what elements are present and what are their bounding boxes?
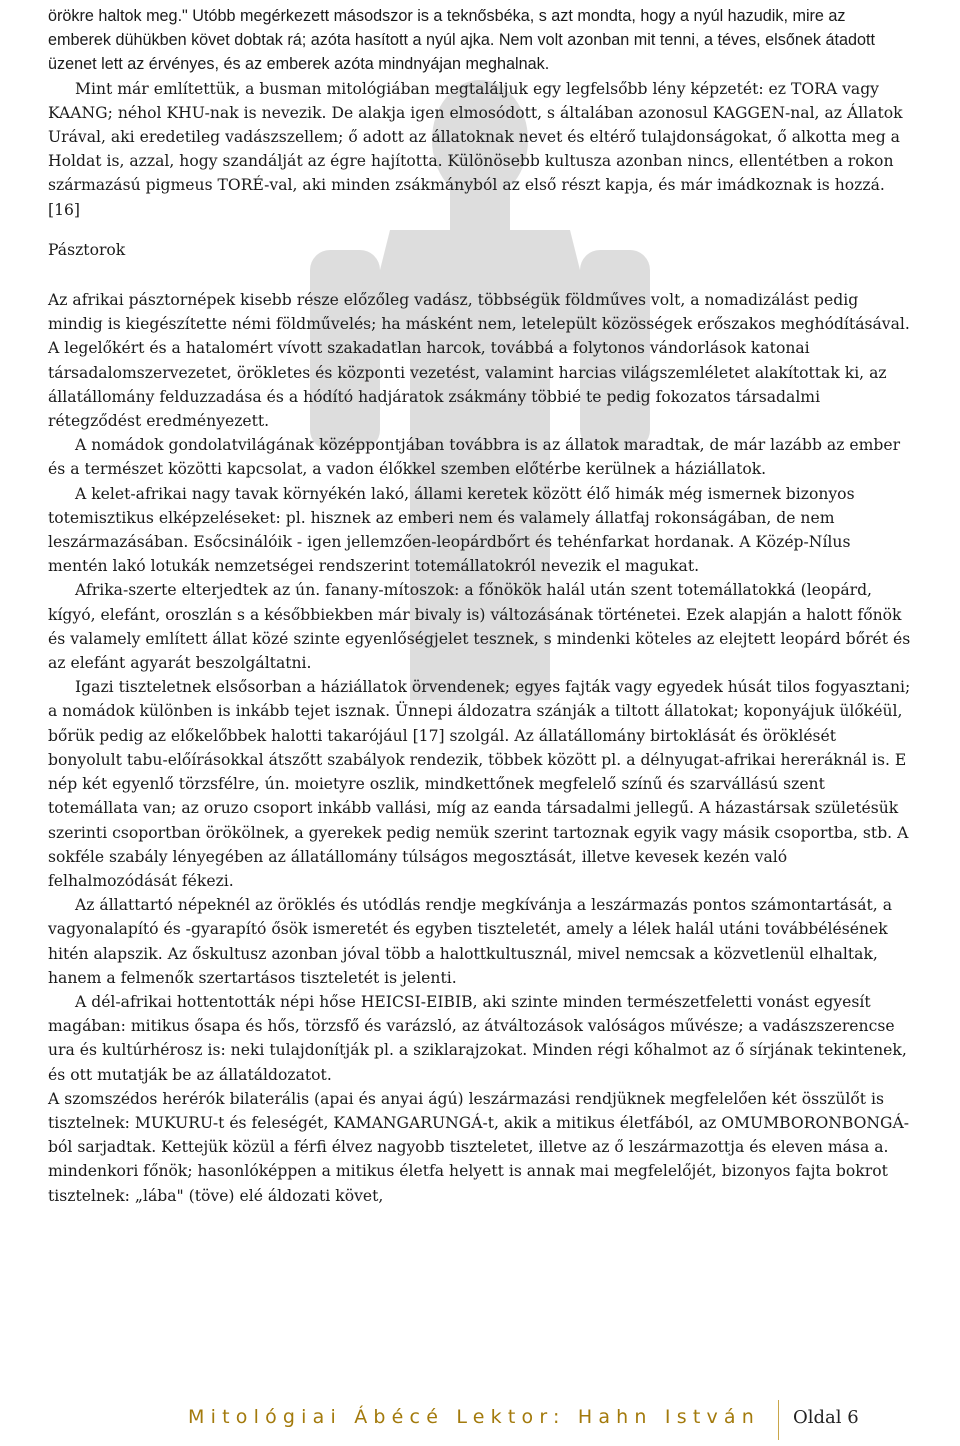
footer-title: Mitológiai Ábécé Lektor: Hahn István [188,1406,760,1428]
paragraph-0: örökre haltok meg." Utóbb megérkezett másodszor is a teknősbéka, s azt mondta, hogy a nyúl hazudik, mire az emberek dühükben követ dobtak rá; azóta hasított a nyúl ajka. Nem volt azonban mit tenni, a téves, elsőnek átadott üzenet lett az érvényes, és az emberek azóta mindnyájan meghalnak. [48,7,875,74]
paragraph-7: Az állattartó népeknél az öröklés és utódlás rendje megkívánja a leszármazás pontos számontartását, a vagyonalapító és -gyarapító ősök ismeretét és egyben tiszteletét, amely a lélek halál utáni továbbélésének hitén alapszik. Az őskultusz azonban jóval több a halottkultusznál, mivel nemcsak a közvetlenül elhaltak, hanem a felmenők szertartásos tiszteletét is jelenti. [48,896,892,987]
paragraph-8: A dél-afrikai hottentották népi hőse HEICSI-EIBIB, aki szinte minden természetfeletti vonást egyesít magában: mitikus ősapa és hős, törzsfő és varázsló, az átváltozások valóságos művésze; a vadászszerencse ura és kultúrhérosz is: neki tulajdonítják pl. a sziklarajzokat. Minden régi kőhalmot az ő sírjának tekintenek, és ott mutatják be az állatáldozatot. [48,992,907,1084]
paragraph-6: Igazi tiszteletnek elsősorban a háziállatok örvendenek; egyes fajták vagy egyedek húsát tilos fogyasztani; a nomádok különben is inkább tejet isznak. Ünnepi áldozatra szánják a tiltott állatokat; koponyájuk ülőkéül, bőrük pedig az előkelőbbek halotti takarójául [17] szolgál. Az állatállomány birtoklását és öröklését bonyolult tabu-előírásokkal átszőtt szabályok rendezik, többek között pl. a délnyugat-afrikai hereráknál is. E nép két egyenlő törzsfélre, ún. moietyre oszlik, mindkettőnek megfelelő színű és szarvállású szent totemállata van; az oruzo csoport inkább vallási, míg az eanda társadalmi jellegű. A házastársak születésük szerinti csoportban örökölnek, a gyerekek pedig nemük szerint tartoznak egyik vagy másik csoportba, stb. A sokféle szabály lényegében az állatállomány túlságos megosztását, illetve kevesek kezén való felhalmozódását fékezi. [48,678,911,890]
paragraph-1: Mint már említettük, a busman mitológiában megtaláljuk egy legfelsőbb lény képzetét: ez TORA vagy KAANG; néhol KHU-nak is nevezik. De alakja igen elmosódott, s általában azonosul KAGGEN-nal, az Állatok Urával, aki eredetileg vadászszellem; ő adott az állatoknak nevet és eltérő tulajdonságokat, ő alkotta meg a Holdat is, azzal, hogy szandálját az égre hajította. Különösebb kultusza azonban nincs, ellentétben a rokon származású pigmeus TORÉ-val, aki minden zsákmányból az első részt kapja, és már imádkoznak is hozzá. [16] [48,79,903,219]
footer-divider [778,1400,779,1440]
paragraph-9: A szomszédos herérók bilaterális (apai és anyai ágú) leszármazási rendjüknek megfelelően két összülőt is tisztelnek: MUKURU-t és feleségét, KAMANGARUNGÁ-t, akik a mitikus életfából, az OMUMBORONBONGÁ-ból sarjadtak. Kettejük közül a férfi élvez nagyobb tiszteletet, illetve az ő leszármazottja és eleven mása a. mindenkori főnök; hasonlóképpen a mitikus életfa helyett is annak mai megfelelőjét, bizonyos fajta bokrot tisztelnek: „lába" (töve) elé áldozati követ, [48,1089,910,1205]
paragraph-2: Az afrikai pásztornépek kisebb része előzőleg vadász, többségük földműves volt, a nomadizálást pedig mindig is kiegészítette némi földművelés; ha másként nem, letelepült közösségek erőszakos meghódításával. A legelőkért és a hatalomért vívott szakadatlan harcok, továbbá a folytonos vándorlások katonai társadalomszervezetet, örökletes és központi vezetést, valamint harcias világszemléletet alakítottak ki, az állatállomány felduzzadása és a hódító hadjáratok zsákmány többié te pedig fokozatos társadalmi rétegződést eredményezett. [48,291,910,431]
paragraph-3: A nomádok gondolatvilágának középpontjában továbbra is az állatok maradtak, de már lazább az ember és a természet közötti kapcsolat, a vadon élőkkel szemben előtérbe kerülnek a háziállatok. [48,436,901,479]
page-footer [0,1398,960,1442]
page-number: Oldal 6 [793,1407,859,1428]
paragraph-5: Afrika-szerte elterjedtek az ún. fanany-mítoszok: a főnökök halál után szent totemállatokká (leopárd, kígyó, elefánt, oroszlán s a későbbiekben már bivaly is) változásának történetei. Ezek alapján a halott főnök és valamely említett állat közé szinte egyenlőségjelet tesznek, s mindenki köteles az elejtett leopárd bőrét és az elefánt agyarát beszolgáltatni. [48,581,911,673]
section-heading: Pásztorok [48,240,126,259]
paragraph-4: A kelet-afrikai nagy tavak környékén lakó, állami keretek között élő himák még ismernek bizonyos totemisztikus elképzeléseket: pl. hisznek az emberi nem és valamely állatfaj rokonságában, de nem leszármazásában. Esőcsinálóik - igen jellemzően-leopárdbőrt és tehénfarkat hordanak. A Közép-Nílus mentén lakó lotukák nemzetségei rendszerint totemállatokról nevezik el magukat. [48,484,855,576]
document-body [48,0,912,1208]
